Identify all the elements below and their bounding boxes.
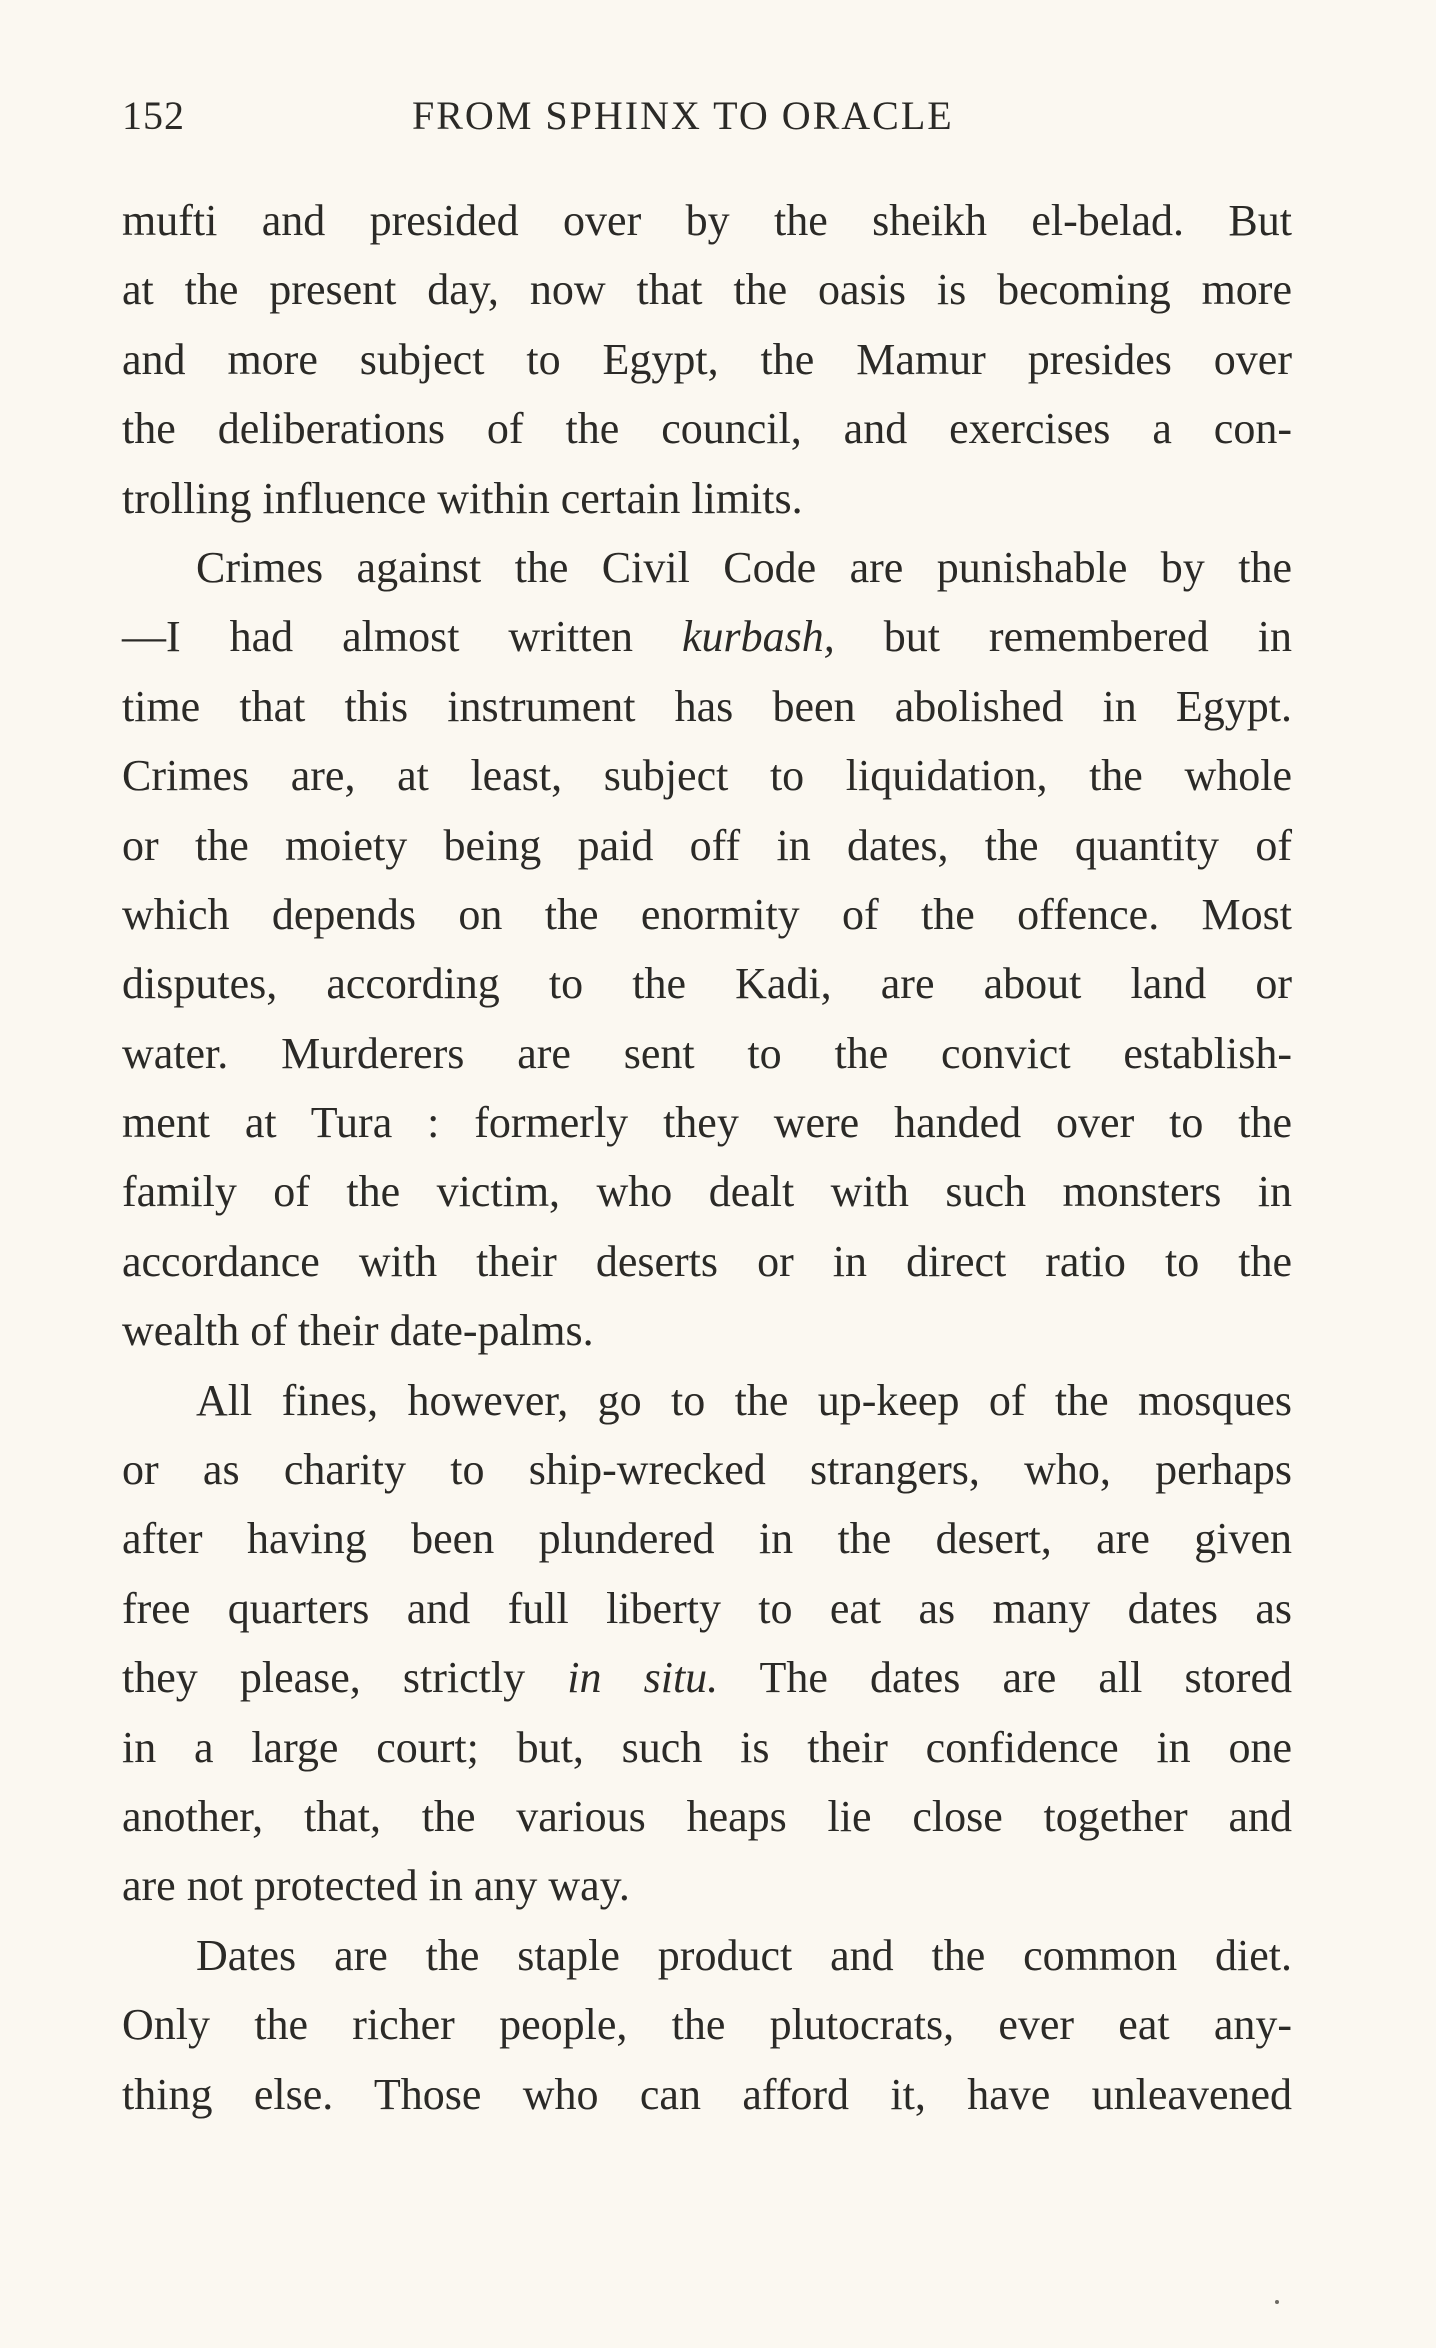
text-run: but remembered in <box>834 612 1292 662</box>
text-line: Crimes against the Civil Code are punishable by the <box>196 542 1292 592</box>
text-line: thing else. Those who can afford it, have unleavened <box>122 2069 1292 2119</box>
text-line: at the present day, now that the oasis is becoming more <box>122 265 1292 315</box>
text-line: Only the richer people, the plutocrats, ever eat any- <box>122 2000 1292 2050</box>
text-line: ment at Tura : formerly they were handed over to the <box>122 1098 1292 1148</box>
text-line: Dates are the staple product and the common diet. <box>196 1930 1292 1980</box>
text-line: the deliberations of the council, and exercises a con- <box>122 404 1292 454</box>
text-line <box>122 1643 1292 1712</box>
text-line: wealth of their date-palms. <box>122 1306 594 1356</box>
page-number: 152 <box>122 93 185 138</box>
text-line: disputes, according to the Kadi, are about land or <box>122 959 1292 1009</box>
text-line: time that this instrument has been abolished in Egypt. <box>122 681 1292 731</box>
text-run: —I had almost written <box>122 612 682 662</box>
text-run: The dates are all stored <box>718 1653 1292 1703</box>
text-line: or the moiety being paid off in dates, the quantity of <box>122 820 1292 870</box>
text-line: another, that, the various heaps lie close together and <box>122 1791 1292 1841</box>
text-run: they please, strictly <box>122 1653 568 1703</box>
body-text <box>122 186 1292 2129</box>
text-line: after having been plundered in the desert, are given <box>122 1514 1292 1564</box>
text-line: or as charity to ship-wrecked strangers, who, perhaps <box>122 1445 1292 1495</box>
text-line: family of the victim, who dealt with such monsters in <box>122 1167 1292 1217</box>
text-line: which depends on the enormity of the offence. Most <box>122 889 1292 939</box>
text-line: accordance with their deserts or in direct ratio to the <box>122 1236 1292 1286</box>
print-speck <box>1275 2300 1279 2304</box>
text-line: Crimes are, at least, subject to liquidation, the whole <box>122 751 1292 801</box>
running-head <box>122 92 1292 142</box>
text-line: water. Murderers are sent to the convict establish- <box>122 1028 1292 1078</box>
italic-word: kurbash, <box>682 612 835 662</box>
running-title: FROM SPHINX TO ORACLE <box>412 93 954 138</box>
text-line: in a large court; but, such is their confidence in one <box>122 1722 1292 1772</box>
text-line: trolling influence within certain limits. <box>122 473 803 523</box>
text-line: All fines, however, go to the up-keep of the mosques <box>196 1375 1292 1425</box>
italic-phrase: in situ. <box>567 1653 719 1703</box>
text-line <box>122 602 1292 671</box>
text-line: are not protected in any way. <box>122 1861 630 1911</box>
text-line: free quarters and full liberty to eat as many dates as <box>122 1583 1292 1633</box>
text-line: and more subject to Egypt, the Mamur presides over <box>122 334 1292 384</box>
text-line: mufti and presided over by the sheikh el-belad. But <box>122 196 1292 245</box>
